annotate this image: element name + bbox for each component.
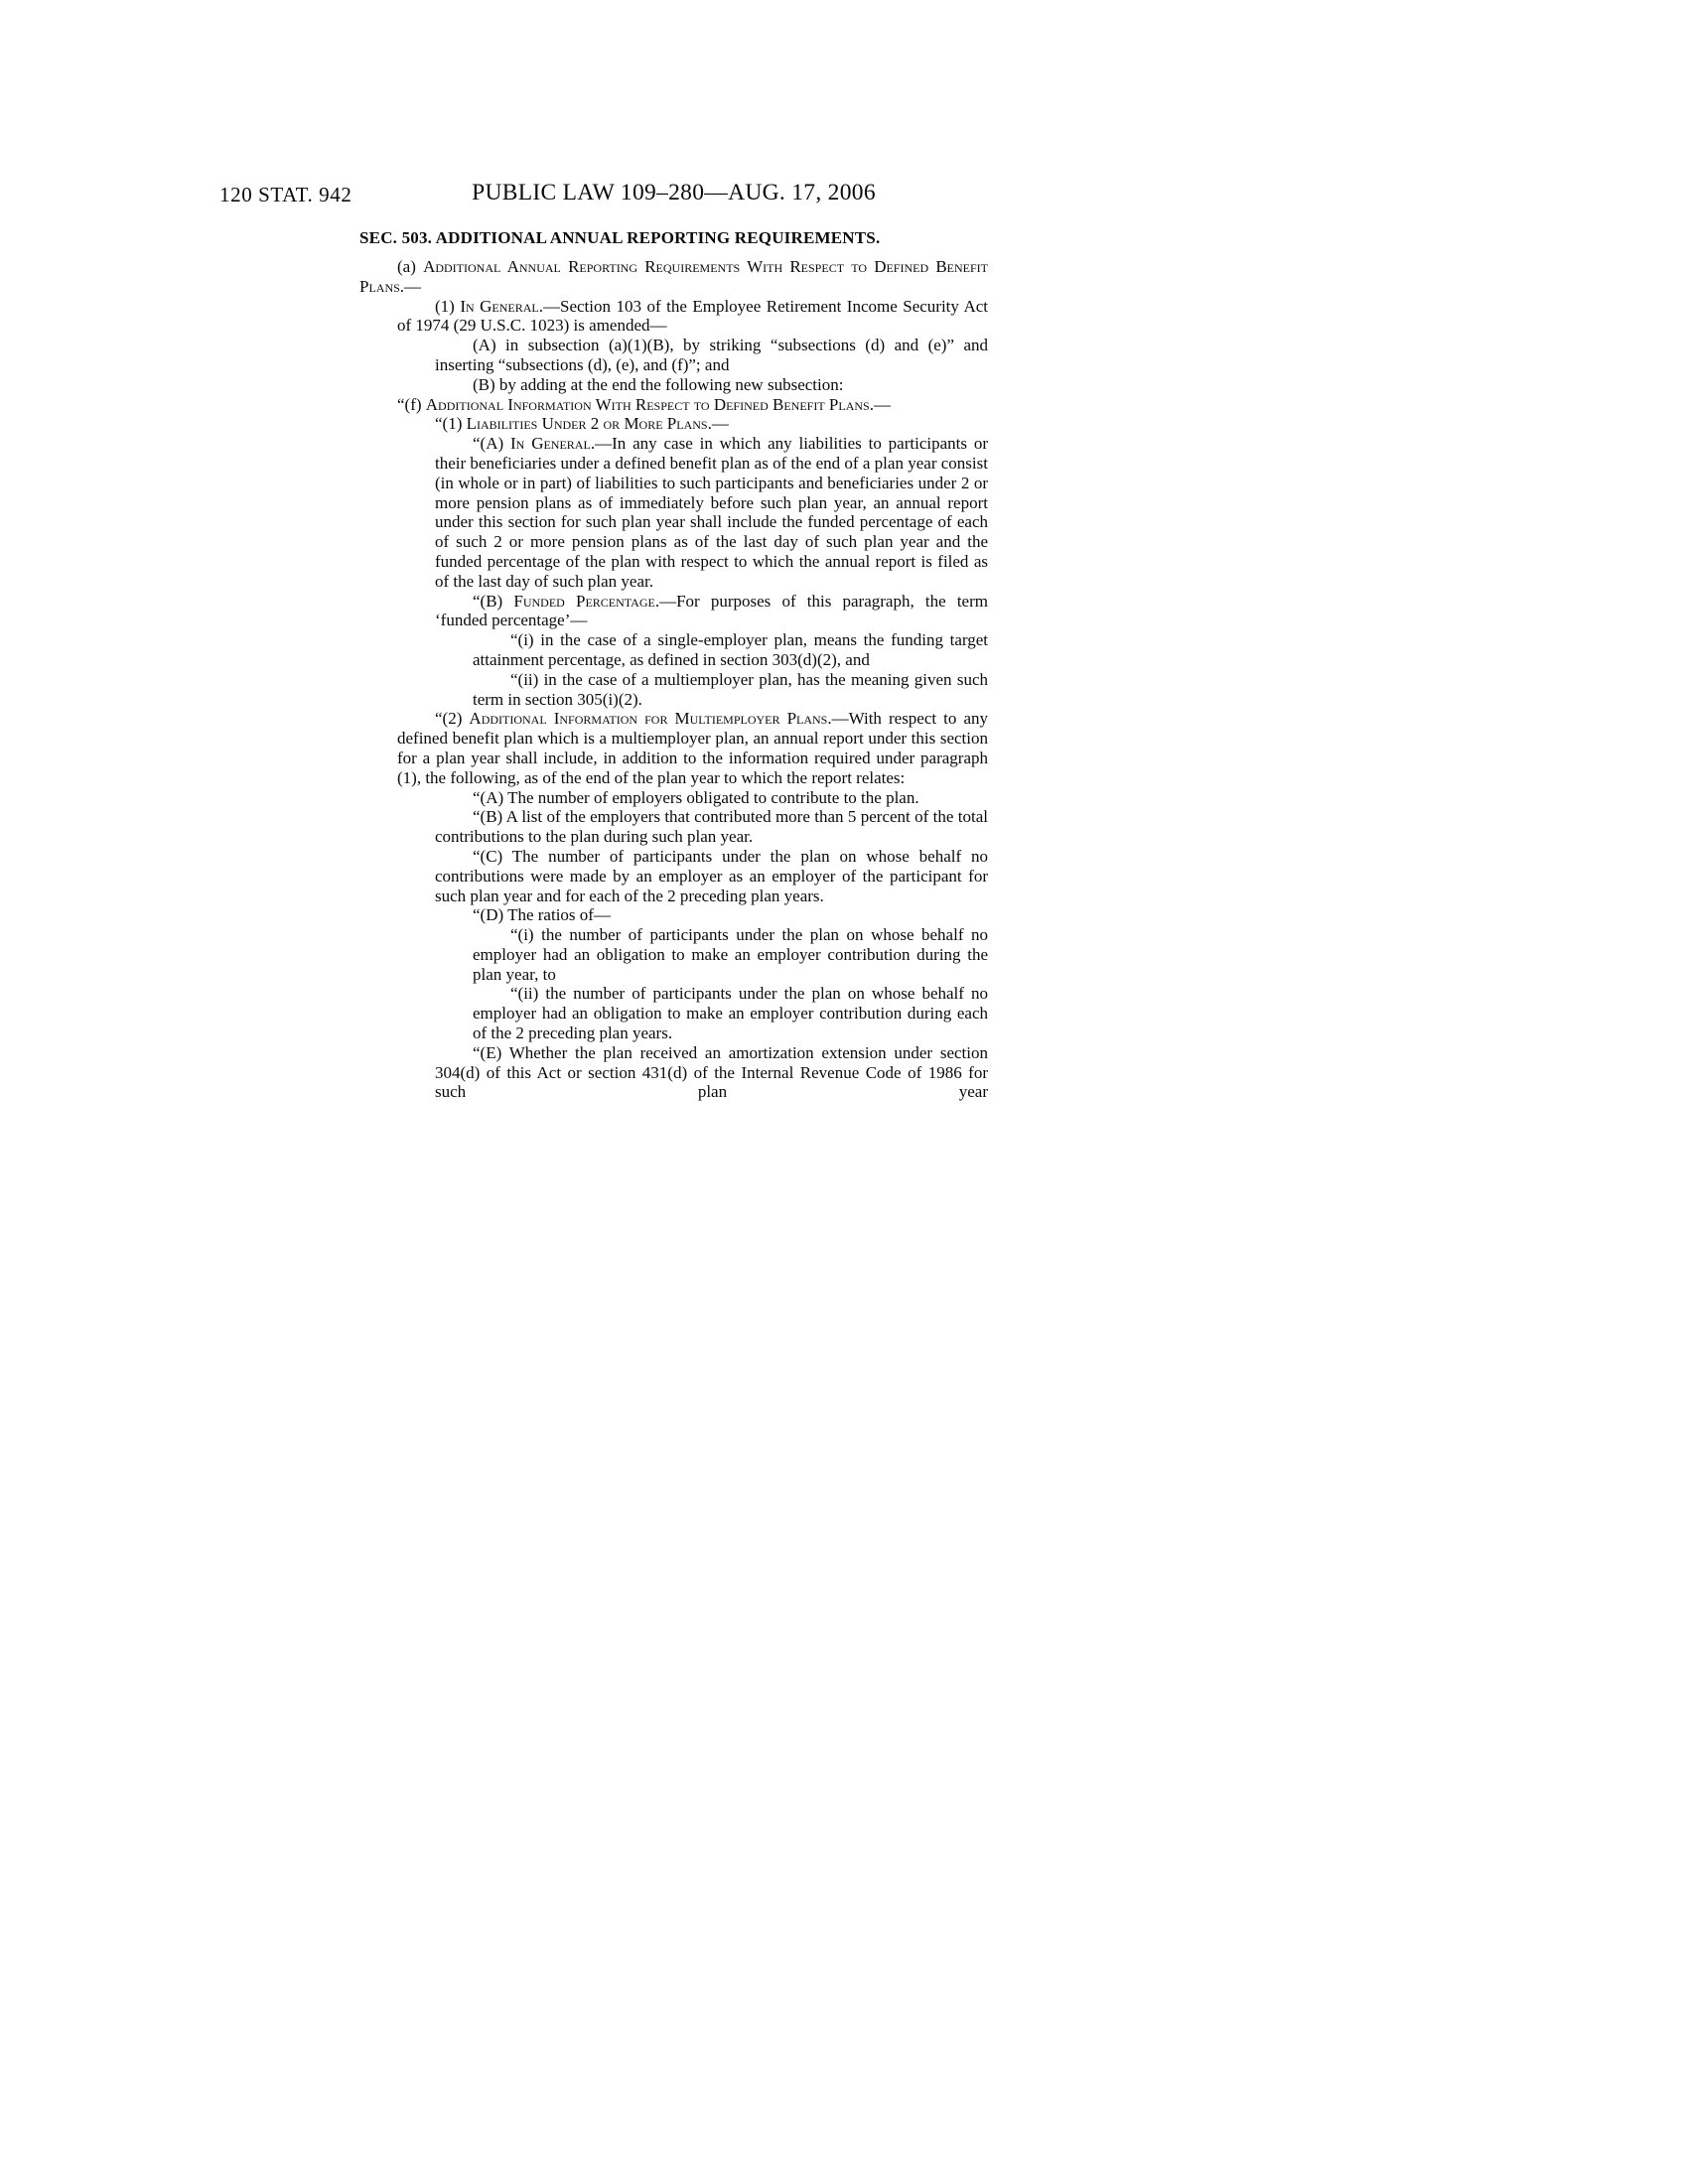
- paragraph-text: “(D) The ratios of—: [473, 905, 611, 925]
- stat-page-number: 120 STAT. 942: [219, 183, 352, 206]
- paragraph-text: (1): [435, 296, 461, 316]
- paragraph-text: “(ii) in the case of a multiemployer plan, has the meaning given such term in section 305(i)(2).: [473, 669, 988, 709]
- statute-paragraph: [435, 788, 988, 808]
- paragraph-text: (a): [397, 257, 424, 276]
- small-caps-term: Funded Percentage: [513, 591, 655, 611]
- small-caps-term: Liabilities Under 2 or More Plans: [466, 414, 708, 434]
- paragraph-text: “(i) the number of participants under the plan on whose behalf no employer had an obligation to make an employer contribution during the plan year, to: [473, 925, 988, 984]
- paragraph-text: “(C) The number of participants under the plan on whose behalf no contributions were made by an employer as an employer of the participant for such plan year and for each of the 2 preceding plan years.: [435, 846, 988, 905]
- paragraph-text: .—For purposes of this paragraph, the term ‘funded percentage’—: [435, 591, 988, 630]
- statute-paragraph: [435, 1043, 988, 1102]
- paragraph-text: “(2): [435, 709, 470, 729]
- statute-paragraph: [473, 984, 988, 1042]
- small-caps-term: Additional Annual Reporting Requirements With Respect to Defined Benefit Plans: [359, 257, 988, 296]
- statute-paragraph: [359, 257, 988, 297]
- small-caps-term: Additional Information With Respect to Defined Benefit Plans: [425, 394, 870, 414]
- paragraph-text: .—: [707, 414, 729, 434]
- statute-paragraph: [359, 395, 988, 415]
- paragraph-text: “(E) Whether the plan received an amortization extension under section 304(d) of this Act or section 431(d) of the Internal Revenue Code of 1986 for such plan year: [435, 1042, 988, 1102]
- paragraph-text: (B) by adding at the end the following new subsection:: [473, 374, 844, 394]
- statute-paragraph: [435, 847, 988, 905]
- page-header: [0, 180, 1688, 209]
- small-caps-term: In General: [460, 296, 539, 316]
- paragraph-text: “(i) in the case of a single-employer plan, means the funding target attainment percentage, as defined in section 303(d)(2), and: [473, 630, 988, 669]
- paragraph-text: .—Section 103 of the Employee Retirement Income Security Act of 1974 (29 U.S.C. 1023) is amended—: [397, 296, 988, 336]
- document-body: [359, 227, 988, 1102]
- paragraph-text: “(B): [473, 591, 514, 611]
- statute-paragraph: [435, 905, 988, 925]
- statute-paragraph: [435, 336, 988, 375]
- paragraph-text: “(A): [473, 434, 511, 454]
- statute-paragraph: [473, 630, 988, 670]
- paragraph-text: .—With respect to any defined benefit plan which is a multiemployer plan, an annual report under this section for a plan year shall include, in addition to the information required under paragraph (1), the following, as of the end of the plan year to which the report relates:: [397, 709, 988, 787]
- paragraph-text: “(f): [397, 394, 426, 414]
- paragraph-text: “(ii) the number of participants under the plan on whose behalf no employer had an obligation to make an employer contribution during each of the 2 preceding plan years.: [473, 984, 988, 1043]
- statute-paragraph: [435, 434, 988, 591]
- section-heading: SEC. 503. ADDITIONAL ANNUAL REPORTING REQUIREMENTS.: [359, 228, 881, 247]
- small-caps-term: In General: [510, 434, 591, 454]
- statute-paragraph: [397, 709, 988, 787]
- paragraph-text: “(B) A list of the employers that contributed more than 5 percent of the total contributions to the plan during such plan year.: [435, 807, 988, 847]
- paragraph-text: “(1): [435, 414, 467, 434]
- paragraph-text: “(A) The number of employers obligated to contribute to the plan.: [473, 787, 919, 807]
- statute-paragraph: [473, 925, 988, 984]
- paragraph-text: .—In any case in which any liabilities to participants or their beneficiaries under a defined benefit plan as of the end of a plan year consist (in whole or in part) of liabilities to such participants and beneficiaries under 2 or more pension plans as of immediately before such plan year, an annual report under this section for such plan year shall include the funded percentage of each of such 2 or more pension plans as of the last day of such plan year and the funded percentage of the plan with respect to which the annual report is filed as of the last day of such plan year.: [435, 434, 989, 591]
- statute-paragraphs: [359, 257, 988, 1102]
- statute-paragraph: [397, 297, 988, 337]
- statute-paragraph: [435, 807, 988, 847]
- public-law-title: PUBLIC LAW 109–280—AUG. 17, 2006: [472, 180, 876, 205]
- paragraph-text: .—: [399, 276, 422, 296]
- statute-paragraph: [435, 375, 988, 395]
- small-caps-term: Additional Information for Multiemployer Plans: [469, 709, 828, 729]
- paragraph-text: .—: [869, 394, 891, 414]
- paragraph-text: (A) in subsection (a)(1)(B), by striking “subsections (d) and (e)” and inserting “subsections (d), (e), and (f)”; and: [435, 336, 988, 374]
- statute-paragraph: [473, 670, 988, 710]
- statute-paragraph: [397, 414, 988, 434]
- statute-paragraph: [435, 592, 988, 631]
